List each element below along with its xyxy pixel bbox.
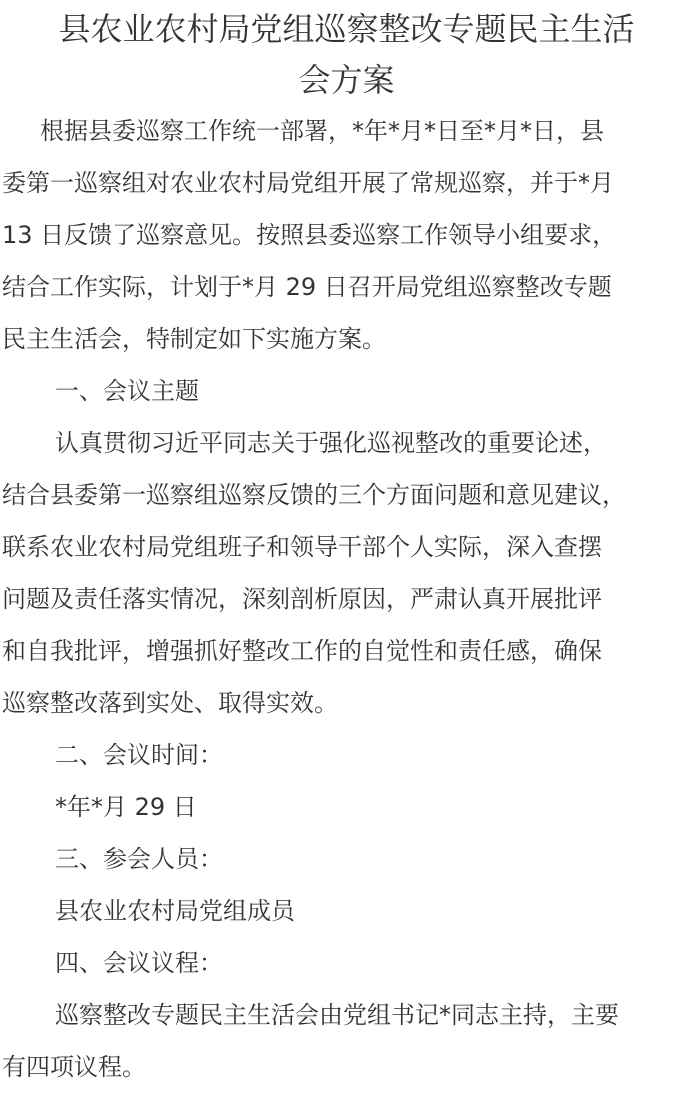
- intro-line: 结合工作实际，计划于*月 29 日召开局党组巡察整改专题: [2, 273, 612, 301]
- theme-line: 结合县委第一巡察组巡察反馈的三个方面问题和意见建议，: [2, 481, 626, 509]
- intro-line: 民主生活会，特制定如下实施方案。: [2, 325, 386, 353]
- document-title-line-2: 会方案: [298, 61, 395, 99]
- intro-line: 13 日反馈了巡察意见。按照县委巡察工作领导小组要求，: [2, 221, 617, 249]
- theme-line: 问题及责任落实情况，深刻剖析原因，严肃认真开展批评: [2, 585, 602, 613]
- theme-line: 认真贯彻习近平同志关于强化巡视整改的重要论述，: [55, 429, 607, 457]
- meeting-time-value: *年*月 29 日: [55, 793, 197, 821]
- agenda-line: 有四项议程。: [2, 1053, 146, 1081]
- theme-line: 和自我批评，增强抓好整改工作的自觉性和责任感，确保: [2, 637, 602, 665]
- theme-line: 巡察整改落到实处、取得实效。: [2, 689, 338, 717]
- section-heading-time: 二、会议时间：: [55, 741, 223, 769]
- agenda-line: 巡察整改专题民主生活会由党组书记*同志主持，主要: [55, 1001, 619, 1029]
- document-title-line-1: 县农业农村局党组巡察整改专题民主生活: [58, 10, 635, 48]
- section-heading-theme: 一、会议主题: [55, 377, 199, 405]
- section-heading-participants: 三、参会人员：: [55, 845, 223, 873]
- theme-line: 联系农业农村局党组班子和领导干部个人实际，深入查摆: [2, 533, 602, 561]
- section-heading-agenda: 四、会议议程：: [55, 949, 223, 977]
- intro-line: 根据县委巡察工作统一部署，*年*月*日至*月*日，县: [40, 117, 604, 145]
- intro-line: 委第一巡察组对农业农村局党组开展了常规巡察，并于*月: [2, 169, 614, 197]
- participants-value: 县农业农村局党组成员: [55, 897, 295, 925]
